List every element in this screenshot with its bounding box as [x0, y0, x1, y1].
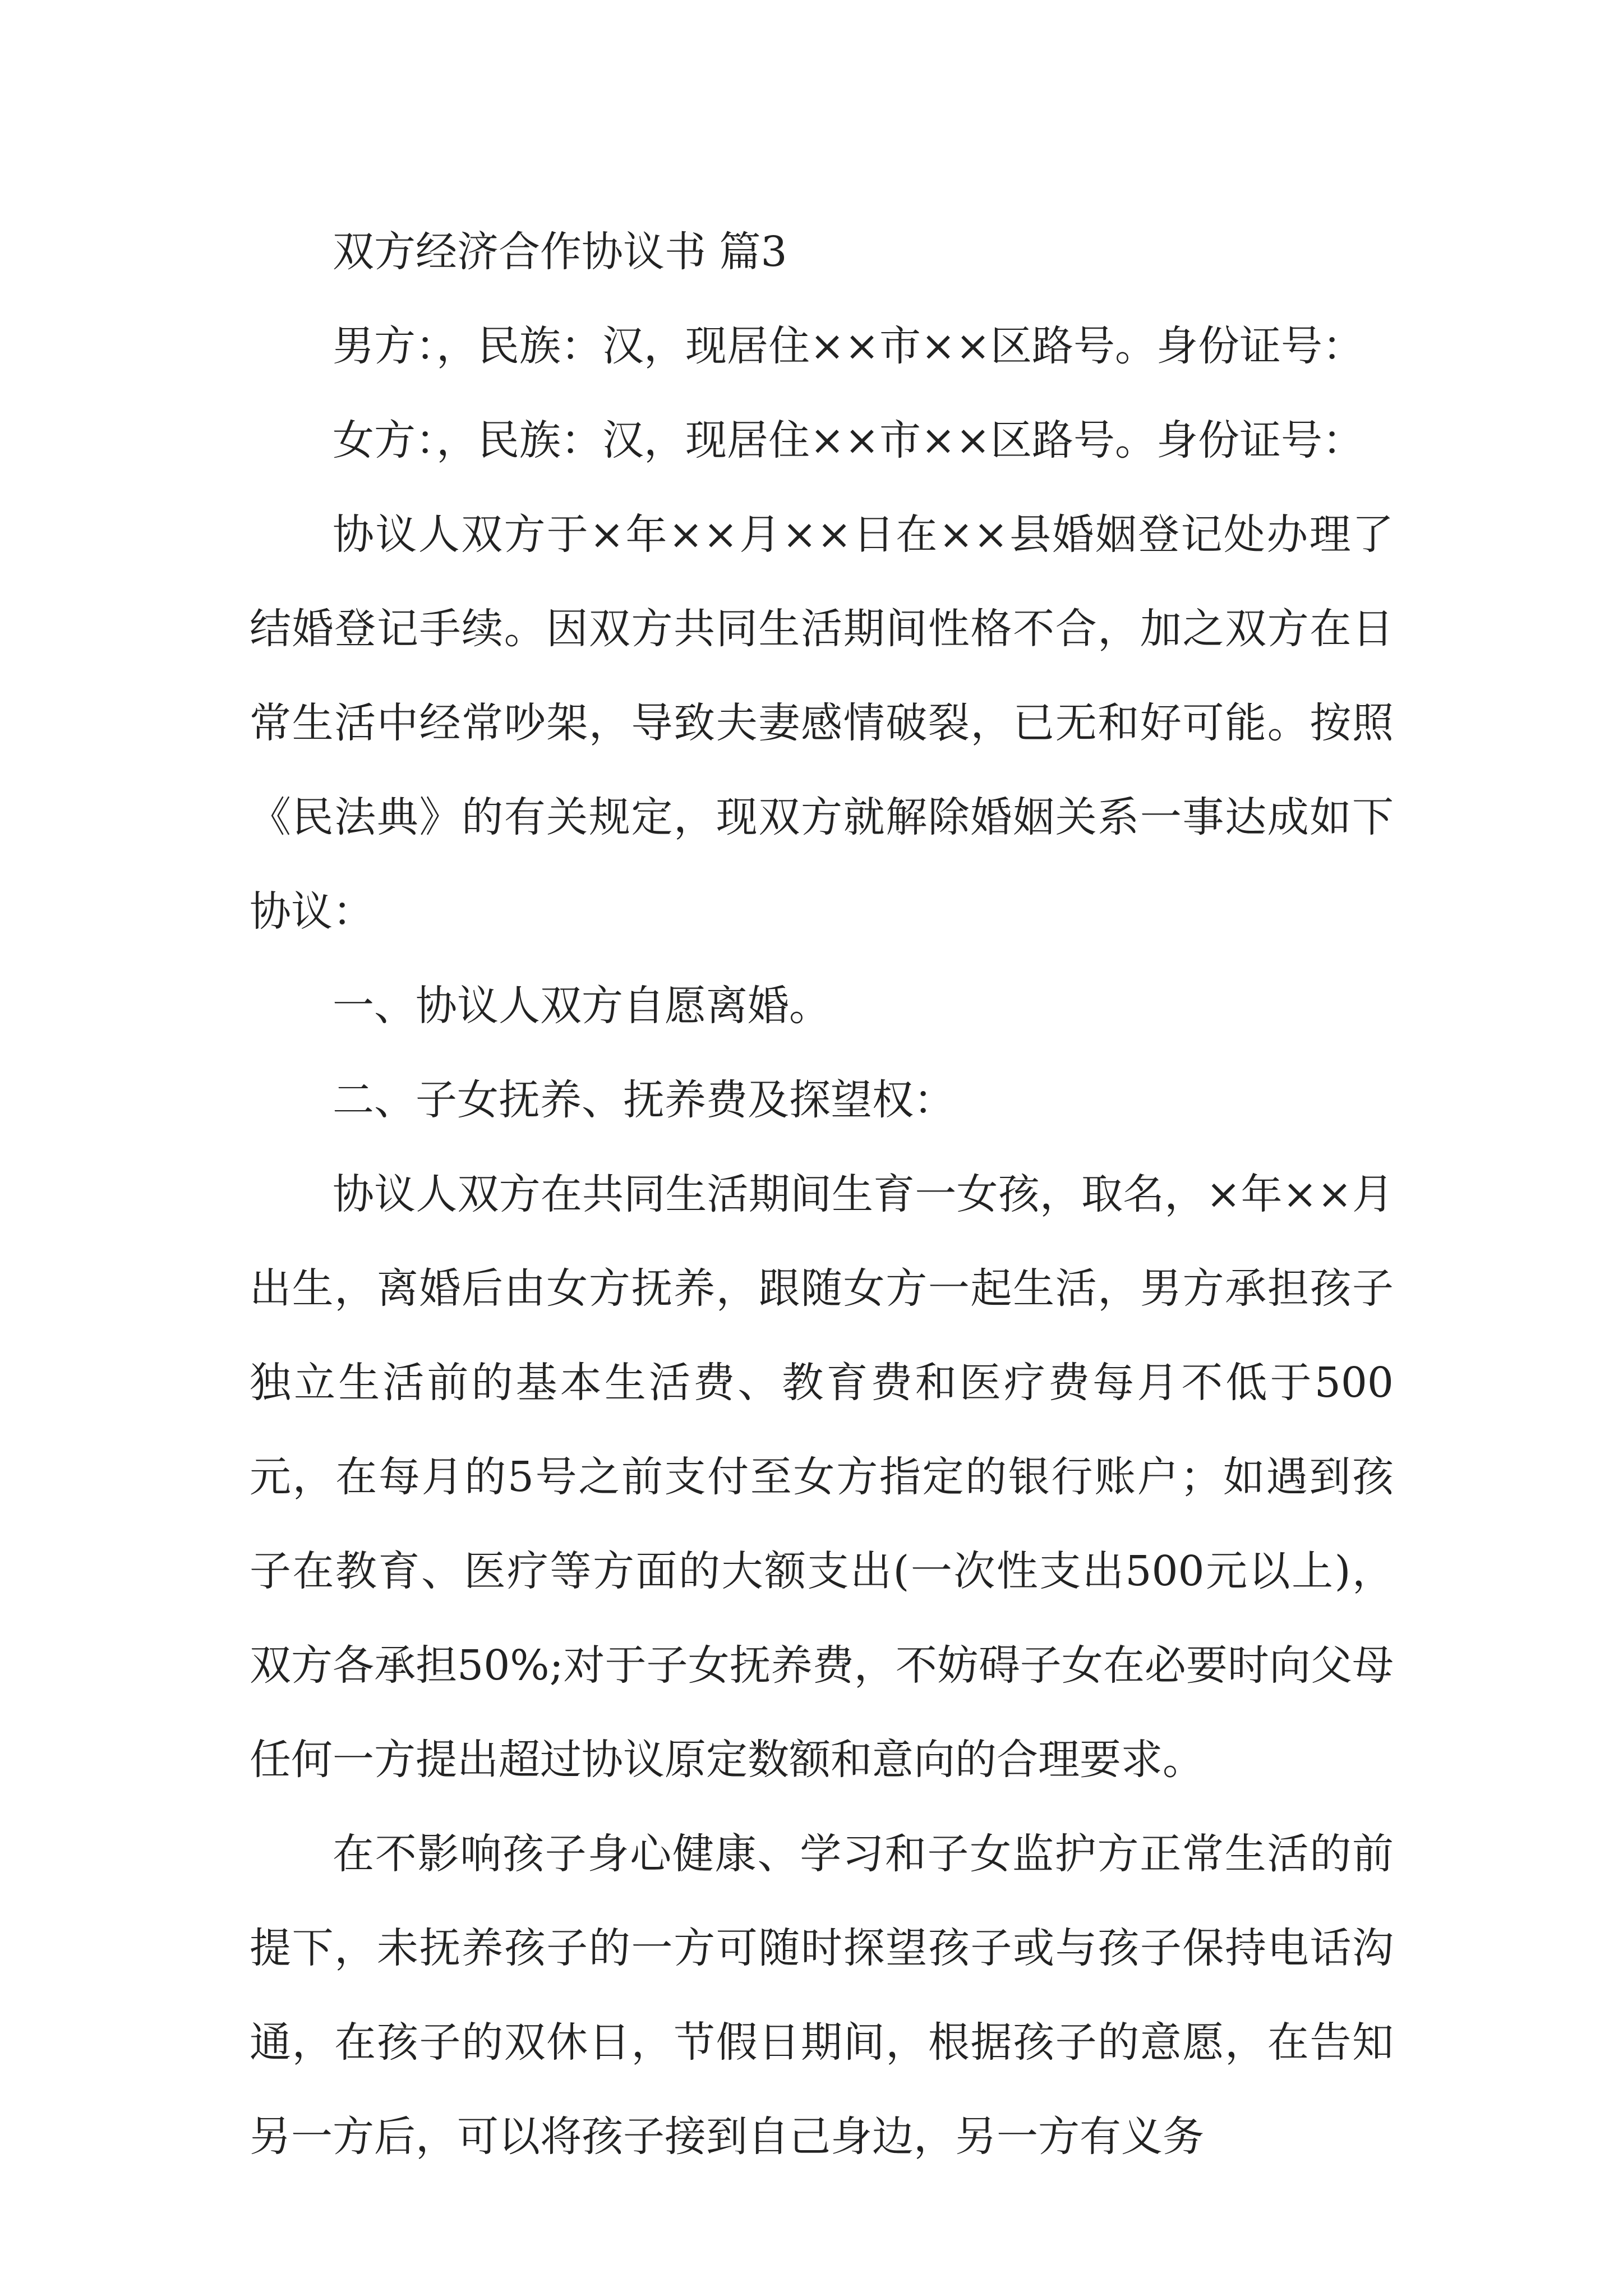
paragraph-child-support: 协议人双方在共同生活期间生育一女孩，取名，×年××月出生，离婚后由女方抚养，跟随女方一起生活，男方承担孩子独立生活前的基本生活费、教育费和医疗费每月不低于500元，在每月的5号之前支付至女方指定的银行账户；如遇到孩子在教育、医疗等方面的大额支出(一次性支出500元以上)，双方各承担50%;对于子女抚养费，不妨碍子女在必要时向父母任何一方提出超过协议原定数额和意向的合理要求。 — [250, 1170, 1394, 1784]
paragraph-female-party: 女方：，民族：汉，现居住××市××区路号。身份证号： — [333, 416, 1364, 464]
paragraph-clause-2-heading: 二、子女抚养、抚养费及探望权： — [333, 1076, 955, 1124]
paragraph-clause-1: 一、协议人双方自愿离婚。 — [333, 982, 831, 1030]
paragraph-male-party: 男方：，民族：汉，现居住××市××区路号。身份证号： — [333, 322, 1364, 370]
paragraph-visitation: 在不影响孩子身心健康、学习和子女监护方正常生活的前提下，未抚养孩子的一方可随时探望孩子或与孩子保持电话沟通，在孩子的双休日，节假日期间，根据孩子的意愿，在告知另一方后，可以将孩子接到自己身边，另一方有义务 — [250, 1830, 1394, 2161]
document-title: 双方经济合作协议书 篇3 — [333, 228, 787, 276]
document-body — [250, 205, 1394, 2184]
paragraph-background: 协议人双方于×年××月××日在××县婚姻登记处办理了结婚登记手续。因双方共同生活期间性格不合，加之双方在日常生活中经常吵架，导致夫妻感情破裂，已无和好可能。按照《民法典》的有关规定，现双方就解除婚姻关系一事达成如下协议： — [250, 510, 1394, 936]
